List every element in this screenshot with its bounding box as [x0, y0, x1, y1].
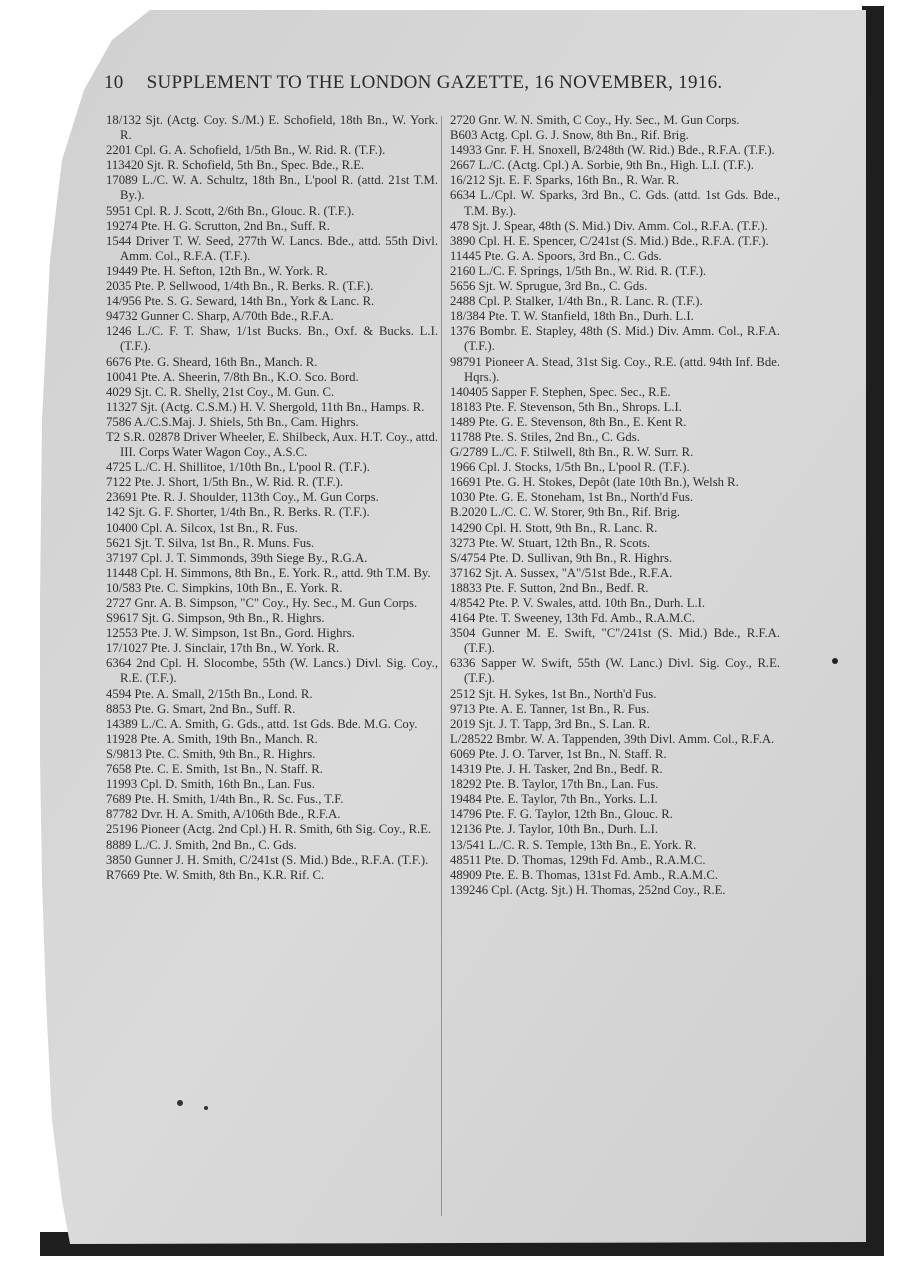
list-entry: 9713 Pte. A. E. Tanner, 1st Bn., R. Fus. [450, 701, 650, 716]
list-entry: 3850 Gunner J. H. Smith, C/241st (S. Mid.) Bde., R.F.A. (T.F.). [106, 852, 429, 867]
list-entry: 142 Sjt. G. F. Shorter, 1/4th Bn., R. Berks. R. (T.F.). [106, 505, 370, 520]
list-entry: 48511 Pte. D. Thomas, 129th Fd. Amb., R.A.M.C. [450, 852, 706, 867]
list-entry: 7658 Pte. C. E. Smith, 1st Bn., N. Staff. R. [106, 762, 323, 777]
list-entry: 2720 Gnr. W. N. Smith, C Coy., Hy. Sec., M. Gun Corps. [450, 113, 740, 127]
list-entry: 6676 Pte. G. Sheard, 16th Bn., Manch. R. [106, 354, 318, 369]
list-entry: 14389 L./C. A. Smith, G. Gds., attd. 1st Gds. Bde. M.G. Coy. [106, 716, 418, 731]
list-entry: 14796 Pte. F. G. Taylor, 12th Bn., Glouc. R. [450, 807, 673, 822]
list-entry: 1376 Bombr. E. Stapley, 48th (S. Mid.) Div. Amm. Col., R.F.A. (T.F.). [450, 324, 780, 354]
list-entry: 140405 Sapper F. Stephen, Spec. Sec., R.E. [450, 384, 671, 399]
list-entry: 14319 Pte. J. H. Tasker, 2nd Bn., Bedf. R. [450, 762, 663, 777]
list-entry: 4/8542 Pte. P. V. Swales, attd. 10th Bn., Durh. L.I. [450, 596, 706, 610]
list-entry: 8889 L./C. J. Smith, 2nd Bn., C. Gds. [106, 837, 297, 852]
list-entry: 11448 Cpl. H. Simmons, 8th Bn., E. York. R., attd. 9th T.M. By. [106, 565, 431, 580]
page-number: 10 [104, 72, 124, 93]
list-entry: 2201 Cpl. G. A. Schofield, 1/5th Bn., W. Rid. R. (T.F.). [106, 143, 386, 158]
list-entry: 4594 Pte. A. Small, 2/15th Bn., Lond. R. [106, 686, 313, 701]
gazette-header [104, 72, 824, 94]
list-entry: G/2789 L./C. F. Stilwell, 8th Bn., R. W. Surr. R. [450, 445, 694, 460]
list-entry: 7689 Pte. H. Smith, 1/4th Bn., R. Sc. Fus., T.F. [106, 792, 344, 807]
list-entry: 2488 Cpl. P. Stalker, 1/4th Bn., R. Lanc. R. (T.F.). [450, 294, 703, 309]
list-entry: 3504 Gunner M. E. Swift, "C"/241st (S. Mid.) Bde., R.F.A. (T.F.). [450, 626, 780, 656]
list-entry: 1489 Pte. G. E. Stevenson, 8th Bn., E. Kent R. [450, 414, 687, 429]
list-entry: 2019 Sjt. J. T. Tapp, 3rd Bn., S. Lan. R. [450, 716, 651, 731]
list-entry: 2667 L./C. (Actg. Cpl.) A. Sorbie, 9th Bn., High. L.I. (T.F.). [450, 158, 754, 173]
list-entry: 19449 Pte. H. Sefton, 12th Bn., W. York. R. [106, 263, 328, 278]
list-entry: 11928 Pte. A. Smith, 19th Bn., Manch. R. [106, 731, 318, 746]
list-entry: 48909 Pte. E. B. Thomas, 131st Fd. Amb., R.A.M.C. [450, 867, 718, 882]
list-entry: 4725 L./C. H. Shillitoe, 1/10th Bn., L'pool R. (T.F.). [106, 460, 370, 475]
list-entry: 4164 Pte. T. Sweeney, 13th Fd. Amb., R.A.M.C. [450, 611, 696, 626]
list-entry: T2 S.R. 02878 Driver Wheeler, E. Shilbeck, Aux. H.T. Coy., attd. III. Corps Water Wagon Coy., A.S.C. [106, 429, 438, 460]
list-entry: 5951 Cpl. R. J. Scott, 2/6th Bn., Glouc. R. (T.F.). [106, 203, 355, 218]
list-entry: 478 Sjt. J. Spear, 48th (S. Mid.) Div. Amm. Col., R.F.A. (T.F.). [450, 218, 768, 233]
list-entry: 5621 Sjt. T. Silva, 1st Bn., R. Muns. Fus. [106, 535, 315, 550]
list-entry: 18833 Pte. F. Sutton, 2nd Bn., Bedf. R. [450, 580, 649, 595]
list-entry: 12136 Pte. J. Taylor, 10th Bn., Durh. L.I. [450, 822, 659, 837]
list-entry: 18183 Pte. F. Stevenson, 5th Bn., Shrops. L.I. [450, 399, 682, 414]
list-entry: B603 Actg. Cpl. G. J. Snow, 8th Bn., Rif. Brig. [450, 128, 689, 143]
list-entry: 6336 Sapper W. Swift, 55th (W. Lanc.) Divl. Sig. Coy., R.E. (T.F.). [450, 656, 780, 686]
list-entry: 37162 Sjt. A. Sussex, "A"/51st Bde., R.F.A. [450, 565, 673, 580]
list-entry: S9617 Sjt. G. Simpson, 9th Bn., R. Highrs. [106, 611, 325, 626]
list-entry: 7122 Pte. J. Short, 1/5th Bn., W. Rid. R. (T.F.). [106, 475, 344, 490]
list-entry: 10/583 Pte. C. Simpkins, 10th Bn., E. York. R. [106, 580, 343, 595]
gazette-title: SUPPLEMENT TO THE LONDON GAZETTE, 16 NOVEMBER, 1916. [146, 72, 723, 93]
list-entry: 19274 Pte. H. G. Scrutton, 2nd Bn., Suff. R. [106, 218, 330, 233]
list-entry: 14/956 Pte. S. G. Seward, 14th Bn., York & Lanc. R. [106, 294, 375, 309]
list-entry: 11993 Cpl. D. Smith, 16th Bn., Lan. Fus. [106, 777, 315, 792]
list-entry: 17089 L./C. W. A. Schultz, 18th Bn., L'pool R. (attd. 21st T.M. By.). [106, 173, 438, 203]
list-entry: 10041 Pte. A. Sheerin, 7/8th Bn., K.O. Sco. Bord. [106, 369, 359, 384]
list-entry: 18/132 Sjt. (Actg. Coy. S./M.) E. Schofield, 18th Bn., W. York. R. [106, 113, 438, 143]
list-entry: 8853 Pte. G. Smart, 2nd Bn., Suff. R. [106, 701, 296, 716]
list-entry: 11327 Sjt. (Actg. C.S.M.) H. V. Shergold, 11th Bn., Hamps. R. [106, 399, 425, 414]
list-entry: 7586 A./C.S.Maj. J. Shiels, 5th Bn., Cam. Highrs. [106, 414, 359, 429]
list-entry: 6364 2nd Cpl. H. Slocombe, 55th (W. Lancs.) Divl. Sig. Coy., R.E. (T.F.). [106, 656, 438, 686]
scan-speck [177, 1100, 183, 1106]
list-entry: 25196 Pioneer (Actg. 2nd Cpl.) H. R. Smith, 6th Sig. Coy., R.E. [106, 822, 432, 837]
list-entry: 16691 Pte. G. H. Stokes, Depôt (late 10th Bn.), Welsh R. [450, 475, 739, 490]
column-divider [441, 116, 442, 1216]
list-entry: 1030 Pte. G. E. Stoneham, 1st Bn., North'd Fus. [450, 490, 694, 505]
list-entry: 5656 Sjt. W. Sprugue, 3rd Bn., C. Gds. [450, 279, 648, 294]
list-entry: 12553 Pte. J. W. Simpson, 1st Bn., Gord. Highrs. [106, 626, 355, 641]
list-entry: S/4754 Pte. D. Sullivan, 9th Bn., R. Highrs. [450, 550, 673, 565]
list-entry: 1966 Cpl. J. Stocks, 1/5th Bn., L'pool R. (T.F.). [450, 460, 690, 475]
list-entry: L/28522 Bmbr. W. A. Tappenden, 39th Divl. Amm. Col., R.F.A. [450, 731, 775, 746]
list-entry: 18/384 Pte. T. W. Stanfield, 18th Bn., Durh. L.I. [450, 309, 694, 324]
list-entry: S/9813 Pte. C. Smith, 9th Bn., R. Highrs. [106, 746, 316, 761]
list-entry: 94732 Gunner C. Sharp, A/70th Bde., R.F.A. [106, 309, 334, 324]
list-entry: 19484 Pte. E. Taylor, 7th Bn., Yorks. L.I. [450, 792, 658, 807]
list-entry: 18292 Pte. B. Taylor, 17th Bn., Lan. Fus. [450, 777, 659, 792]
list-entry: R7669 Pte. W. Smith, 8th Bn., K.R. Rif. C. [106, 867, 325, 882]
scan-speck [204, 1106, 208, 1110]
list-entry: 14933 Gnr. F. H. Snoxell, B/248th (W. Rid.) Bde., R.F.A. (T.F.). [450, 143, 775, 158]
list-entry: 3890 Cpl. H. E. Spencer, C/241st (S. Mid.) Bde., R.F.A. (T.F.). [450, 233, 769, 248]
list-entry: 6634 L./Cpl. W. Sparks, 3rd Bn., C. Gds. (attd. 1st Gds. Bde., T.M. By.). [450, 188, 780, 218]
list-entry: 11788 Pte. S. Stiles, 2nd Bn., C. Gds. [450, 429, 640, 444]
list-entry: 2035 Pte. P. Sellwood, 1/4th Bn., R. Berks. R. (T.F.). [106, 279, 374, 294]
list-entry: 6069 Pte. J. O. Tarver, 1st Bn., N. Staff. R. [450, 746, 667, 761]
list-entry: B.2020 L./C. C. W. Storer, 9th Bn., Rif. Brig. [450, 505, 680, 520]
list-entry: 14290 Cpl. H. Stott, 9th Bn., R. Lanc. R. [450, 520, 658, 535]
list-entry: 3273 Pte. W. Stuart, 12th Bn., R. Scots. [450, 535, 651, 550]
list-entry: 23691 Pte. R. J. Shoulder, 113th Coy., M. Gun Corps. [106, 490, 379, 505]
list-entry: 11445 Pte. G. A. Spoors, 3rd Bn., C. Gds. [450, 248, 662, 263]
list-entry: 13/541 L./C. R. S. Temple, 13th Bn., E. York. R. [450, 837, 697, 852]
right-column [450, 113, 780, 898]
list-entry: 37197 Cpl. J. T. Simmonds, 39th Siege By., R.G.A. [106, 550, 368, 565]
left-column [106, 113, 438, 883]
list-entry: 139246 Cpl. (Actg. Sjt.) H. Thomas, 252nd Coy., R.E. [450, 882, 726, 897]
list-entry: 113420 Sjt. R. Schofield, 5th Bn., Spec. Bde., R.E. [106, 158, 365, 173]
list-entry: 10400 Cpl. A. Silcox, 1st Bn., R. Fus. [106, 520, 298, 535]
list-entry: 17/1027 Pte. J. Sinclair, 17th Bn., W. York. R. [106, 641, 340, 656]
list-entry: 1544 Driver T. W. Seed, 277th W. Lancs. Bde., attd. 55th Divl. Amm. Col., R.F.A. (T.F.). [106, 233, 438, 263]
list-entry: 98791 Pioneer A. Stead, 31st Sig. Coy., R.E. (attd. 94th Inf. Bde. Hqrs.). [450, 354, 780, 384]
list-entry: 1246 L./C. F. T. Shaw, 1/1st Bucks. Bn., Oxf. & Bucks. L.I. (T.F.). [106, 324, 438, 354]
list-entry: 2512 Sjt. H. Sykes, 1st Bn., North'd Fus. [450, 686, 657, 701]
list-entry: 4029 Sjt. C. R. Shelly, 21st Coy., M. Gun. C. [106, 384, 335, 399]
list-entry: 87782 Dvr. H. A. Smith, A/106th Bde., R.F.A. [106, 807, 341, 822]
list-entry: 2727 Gnr. A. B. Simpson, "C" Coy., Hy. Sec., M. Gun Corps. [106, 596, 418, 610]
scan-speck [832, 658, 838, 664]
list-entry: 16/212 Sjt. E. F. Sparks, 16th Bn., R. War. R. [450, 173, 679, 188]
list-entry: 2160 L./C. F. Springs, 1/5th Bn., W. Rid. R. (T.F.). [450, 263, 707, 278]
